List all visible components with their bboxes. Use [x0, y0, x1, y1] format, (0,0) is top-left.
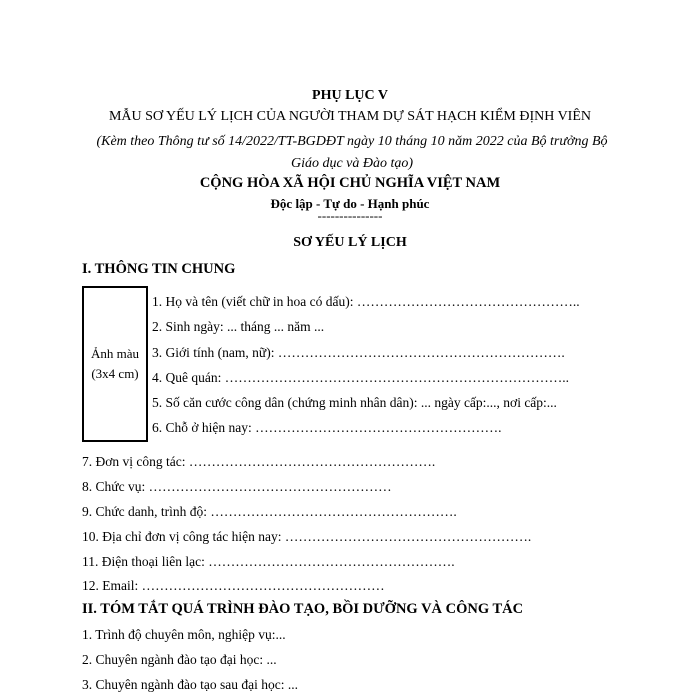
legal-reference: (Kèm theo Thông tư số 14/2022/TT-BGDĐT ngày 10 tháng 10 năm 2022 của Bộ trưởng Bộ Giáo dục và Đào tạo) — [96, 134, 608, 171]
field-qualification: 1. Trình độ chuyên môn, nghiệp vụ:... — [82, 627, 286, 642]
photo-label: Ảnh màu — [90, 346, 140, 361]
field-undergrad-major: 2. Chuyên ngành đào tạo đại học: ... — [82, 652, 277, 667]
field-full-name: 1. Họ và tên (viết chữ in hoa có dấu): ………………………………………….. — [152, 294, 580, 309]
form-title: MẪU SƠ YẾU LÝ LỊCH CỦA NGƯỜI THAM DỰ SÁT HẠCH KIỂM ĐỊNH VIÊN — [108, 109, 592, 124]
field-title-degree: 9. Chức danh, trình độ: ………………………………………………. — [82, 504, 457, 519]
field-email: 12. Email: ……………………………………………… — [82, 578, 385, 593]
photo-placeholder — [82, 286, 148, 442]
national-name: CỘNG HÒA XÃ HỘI CHỦ NGHĨA VIỆT NAM — [199, 175, 501, 191]
field-gender: 3. Giới tính (nam, nữ): ………………………………………………………. — [152, 345, 565, 360]
field-work-address: 10. Địa chỉ đơn vị công tác hiện nay: ………………………………………………. — [82, 529, 532, 544]
field-work-unit: 7. Đơn vị công tác: ………………………………………………. — [82, 454, 436, 469]
field-current-address: 6. Chỗ ở hiện nay: ………………………………………………. — [152, 420, 502, 435]
section-general-info-heading: I. THÔNG TIN CHUNG — [82, 261, 236, 277]
field-birth-date: 2. Sinh ngày: ... tháng ... năm ... — [152, 319, 325, 334]
motto-separator: --------------- — [317, 208, 383, 223]
field-position: 8. Chức vụ: ……………………………………………… — [82, 479, 392, 494]
field-postgrad-major: 3. Chuyên ngành đào tạo sau đại học: ... — [82, 677, 298, 692]
appendix-label: PHỤ LỤC V — [312, 88, 388, 103]
section-training-heading: II. TÓM TẮT QUÁ TRÌNH ĐÀO TẠO, BỒI DƯỠNG VÀ CÔNG TÁC — [82, 601, 524, 617]
document-title: SƠ YẾU LÝ LỊCH — [293, 235, 407, 250]
field-hometown: 4. Quê quán: ………………………………………………………………….. — [152, 370, 569, 385]
field-citizen-id: 5. Số căn cước công dân (chứng minh nhân dân): ... ngày cấp:..., nơi cấp:... — [152, 395, 557, 410]
field-phone: 11. Điện thoại liên lạc: ………………………………………………. — [82, 554, 455, 569]
national-motto: Độc lập - Tự do - Hạnh phúc — [270, 196, 430, 211]
photo-size-label: (3x4 cm) — [91, 366, 139, 381]
